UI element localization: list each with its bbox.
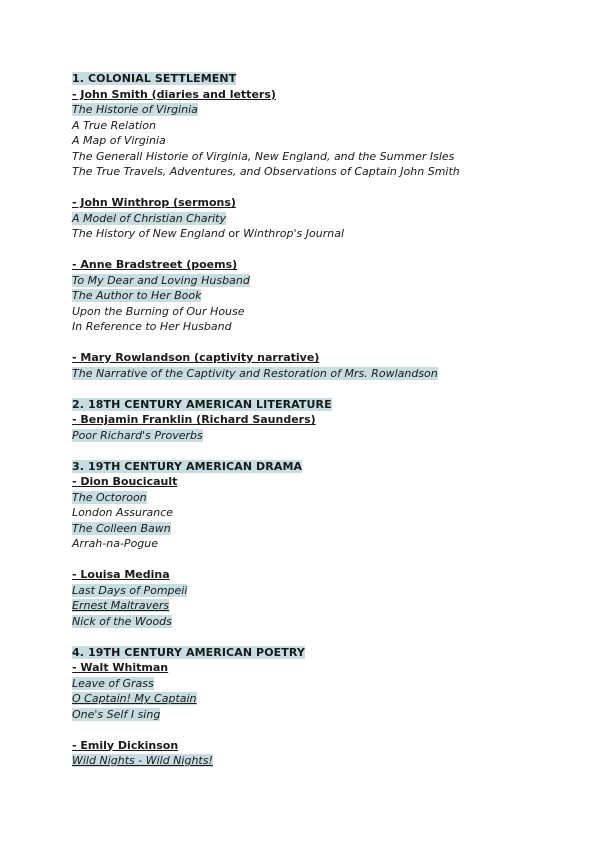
blank-line [72,381,572,397]
work-title-row [72,211,572,227]
work-title: Nick of the Woods [72,614,172,628]
work-title-row [72,164,572,180]
work-title: The Narrative of the Captivity and Restoration of Mrs. Rowlandson [72,366,438,380]
blank-line [72,180,572,196]
work-title-row [72,614,572,630]
work-title-row [72,707,572,723]
work-title-row [72,319,572,335]
work-title-row [72,490,572,506]
work-title-row [72,226,572,242]
section-heading: 3. 19TH CENTURY AMERICAN DRAMA [72,459,303,473]
work-title-part: The History of New England [72,227,225,240]
work-title: Upon the Burning of Our House [72,304,245,318]
work-title-row [72,691,572,707]
work-title-row [72,102,572,118]
work-title-row [72,753,572,769]
work-title-row [72,505,572,521]
work-title: The True Travels, Adventures, and Observations of Captain John Smith [72,165,460,178]
work-title-row [72,273,572,289]
work-title: Arrah-na-Pogue [72,537,159,550]
author-heading: - Mary Rowlandson (captivity narrative) [72,351,320,364]
work-title: Wild Nights - Wild Nights! [72,754,213,767]
work-title-row [72,521,572,537]
work-title: A Model of Christian Charity [72,211,226,225]
work-title: A Map of Virginia [72,134,166,147]
author-heading-row [72,412,572,428]
work-title: O Captain! My Captain [72,692,197,705]
work-title-row [72,304,572,320]
section-heading-row [72,397,572,413]
work-title: To My Dear and Loving Husband [72,273,250,287]
work-title-row [72,676,572,692]
author-heading: - John Winthrop (sermons) [72,196,236,209]
work-title: The Octoroon [72,490,147,504]
author-heading: - Louisa Medina [72,568,170,581]
work-title-row [72,118,572,134]
author-heading-row [72,195,572,211]
work-title: Poor Richard's Proverbs [72,428,203,442]
author-heading: - Anne Bradstreet (poems) [72,258,238,271]
author-heading: - Emily Dickinson [72,738,179,752]
blank-line [72,552,572,568]
work-title: The Author to Her Book [72,289,202,302]
work-title: In Reference to Her Husband [72,320,232,333]
author-heading-row [72,567,572,583]
author-heading-row [72,660,572,676]
work-title-row [72,133,572,149]
section-heading-row [72,459,572,475]
work-title: Leave of Grass [72,676,154,690]
work-title: London Assurance [72,506,174,519]
work-title-part: or [224,227,244,240]
reading-list [72,71,572,769]
author-heading-row [72,257,572,273]
section-heading: 1. COLONIAL SETTLEMENT [72,72,237,85]
work-title: Last Days of Pompeii [72,583,188,597]
section-heading: 4. 19TH CENTURY AMERICAN POETRY [72,645,305,659]
work-title: The Colleen Bawn [72,521,171,535]
work-title-row [72,149,572,165]
work-title: One's Self I sing [72,707,161,721]
work-title-row [72,598,572,614]
work-title: Ernest Maltravers [72,599,170,612]
work-title [72,227,344,240]
work-title-part: Winthrop's Journal [243,227,345,240]
blank-line [72,242,572,258]
section-heading-row [72,645,572,661]
author-heading: - Benjamin Franklin (Richard Saunders) [72,413,316,426]
section-heading-row [72,71,572,87]
work-title: The Historie of Virginia [72,103,198,116]
author-heading-row [72,474,572,490]
author-heading-row [72,350,572,366]
work-title-row [72,583,572,599]
author-heading: - John Smith (diaries and letters) [72,87,276,101]
work-title-row [72,428,572,444]
work-title-row [72,366,572,382]
author-heading-row [72,738,572,754]
section-heading: 2. 18TH CENTURY AMERICAN LITERATURE [72,397,332,411]
blank-line [72,629,572,645]
author-heading: - Dion Boucicault [72,475,178,488]
blank-line [72,335,572,351]
author-heading-row [72,87,572,103]
work-title-row [72,536,572,552]
blank-line [72,443,572,459]
work-title: The Generall Historie of Virginia, New England, and the Summer Isles [72,149,455,163]
work-title: A True Relation [72,118,156,132]
blank-line [72,722,572,738]
author-heading: - Walt Whitman [72,661,169,674]
work-title-row [72,288,572,304]
